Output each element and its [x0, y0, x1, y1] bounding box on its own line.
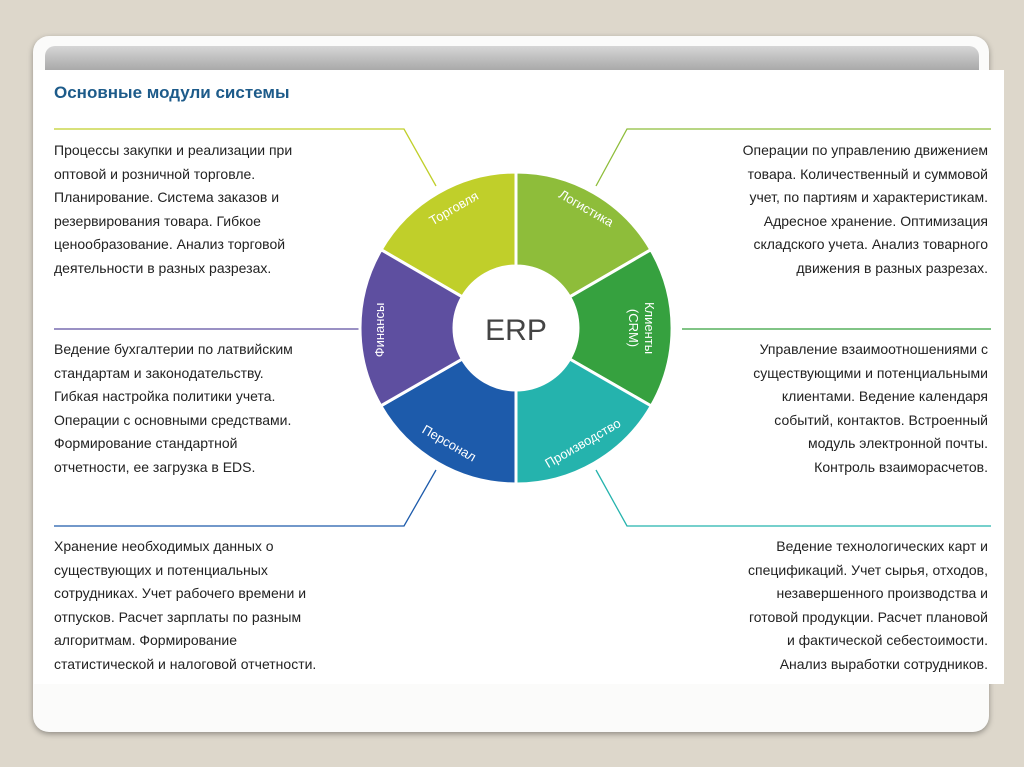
segment-label-clients-line2: (CRM): [626, 308, 641, 348]
finance-description-line: Формирование стандартной: [54, 435, 238, 451]
clients-description-line: существующими и потенциальными: [753, 364, 988, 381]
production-description-line: спецификаций. Учет сырья, отходов,: [747, 561, 988, 578]
personnel-description-line: статистической и налоговой отчетности.: [54, 655, 317, 672]
segment-label-logistics: Логистика: [556, 186, 617, 230]
production-description-line: и фактической себестоимости.: [786, 632, 988, 648]
logistics-description-line: товара. Количественный и суммовой: [747, 165, 988, 182]
logistics-description-line: Адресное хранение. Оптимизация: [763, 212, 988, 229]
clients-description-line: Контроль взаиморасчетов.: [814, 458, 988, 475]
trade-description-line: Планирование. Система заказов и: [54, 189, 280, 205]
trade-description-line: ценообразование. Анализ торговой: [54, 236, 286, 252]
personnel-description-line: алгоритмам. Формирование: [54, 632, 238, 648]
logistics-description-line: движения в разных разрезах.: [796, 259, 988, 276]
clients-description-line: Управление взаимоотношениями с: [759, 341, 988, 357]
production-description-line: готовой продукции. Расчет плановой: [748, 608, 988, 625]
trade-description-line: оптовой и розничной торговле.: [54, 165, 256, 182]
logistics-description: [743, 139, 988, 280]
production-description: [748, 535, 988, 676]
clients-description-line: событий, контактов. Встроенный: [774, 411, 988, 428]
personnel-description-line: существующих и потенциальных: [54, 561, 268, 578]
personnel-description-line: сотрудниках. Учет рабочего времени и: [54, 585, 307, 601]
trade-description: [54, 139, 292, 280]
clients-description: [753, 338, 988, 479]
finance-description-line: стандартам и законодательству.: [54, 364, 264, 381]
finance-description-line: Гибкая настройка политики учета.: [54, 388, 276, 404]
trade-description-line: резервирования товара. Гибкое: [54, 212, 261, 229]
segment-label-production: Производство: [542, 415, 624, 471]
production-description-line: незавершенного производства и: [776, 585, 988, 601]
finance-description-line: Операции с основными средствами.: [54, 411, 292, 428]
logistics-description-line: Операции по управлению движением: [742, 142, 988, 158]
personnel-description-line: Хранение необходимых данных о: [54, 538, 274, 554]
personnel-description: [54, 535, 316, 676]
logistics-description-line: учет, по партиям и характеристикам.: [749, 189, 988, 205]
finance-description: [54, 338, 293, 479]
logistics-description-line: складского учета. Анализ товарного: [753, 236, 988, 252]
trade-description-line: Процессы закупки и реализации при: [54, 142, 293, 158]
segment-label-finance: Финансы: [372, 302, 387, 358]
finance-description-line: Ведение бухгалтерии по латвийским: [54, 341, 293, 357]
clients-description-line: модуль электронной почты.: [807, 435, 988, 451]
slide-title: Основные модули системы: [54, 83, 290, 102]
segment-label-personnel: Персонал: [419, 421, 479, 465]
segment-label-clients-line1: Клиенты: [642, 301, 657, 355]
segment-label-trade: Торговля: [426, 188, 482, 229]
trade-description-line: деятельности в разных разрезах.: [54, 259, 272, 276]
production-description-line: Анализ выработки сотрудников.: [779, 655, 988, 672]
finance-description-line: отчетности, ее загрузка в EDS.: [54, 458, 256, 475]
clients-description-line: клиентами. Ведение календаря: [781, 388, 988, 404]
erp-center-label: ERP: [485, 314, 547, 347]
production-description-line: Ведение технологических карт и: [776, 538, 988, 554]
personnel-description-line: отпусков. Расчет зарплаты по разным: [54, 608, 302, 625]
